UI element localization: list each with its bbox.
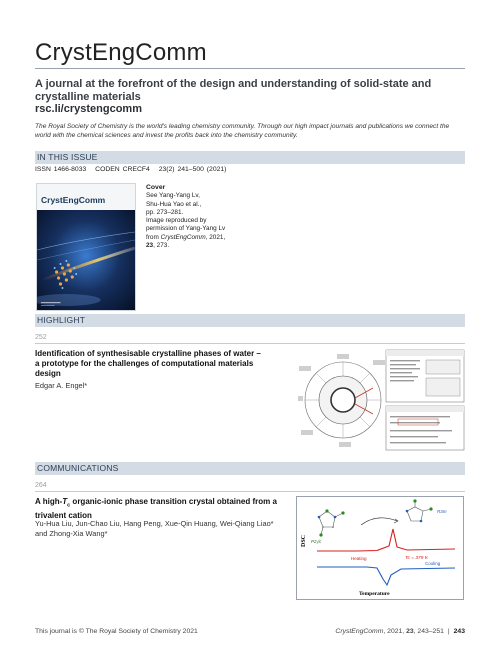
dsc-xlabel: Temperature (359, 591, 390, 597)
cover-caption (146, 184, 271, 250)
highlight-page-number: 252 (35, 334, 47, 341)
section-bar-in-this-issue (35, 151, 465, 164)
journal-url[interactable]: rsc.li/crystengcomm (35, 103, 142, 115)
dsc-tc-label: Tc = 379 K (405, 556, 428, 561)
dsc-ylabel: DSC (301, 534, 307, 547)
journal-title: CrystEngComm (35, 39, 207, 66)
journal-tagline: A journal at the forefront of the design and understanding of solid-state and crystalline materials (35, 78, 432, 103)
communication-rule (35, 491, 465, 492)
cover-authors: Shu-Hua Yao et al., (146, 200, 202, 208)
footer-citation: CrystEngComm, 2021, 23, 243–251 | 243 (335, 628, 465, 635)
cover-credit-1: Image reproduced by (146, 217, 207, 225)
volume-info: 23(2) 241–500 (2021) (158, 166, 227, 173)
section-label: HIGHLIGHT (37, 315, 86, 325)
header-rule (35, 68, 465, 69)
cover-journal-name: CrystEngComm (41, 195, 106, 205)
cover-credit-4: 23, 273. (146, 242, 170, 250)
section-label: IN THIS ISSUE (37, 152, 98, 162)
svg-text:R3m: R3m (437, 509, 447, 514)
cover-image[interactable] (36, 183, 136, 311)
coden: CODEN CRECF4 (95, 166, 150, 173)
footer-copyright: This journal is © The Royal Society of Chemistry 2021 (35, 628, 198, 635)
cover-pages: pp. 273–281. (146, 208, 184, 216)
communication-title[interactable]: A high-$T_c$ organic-ionic phase transition crystal obtained from a trivalent cation (35, 497, 277, 520)
communication-graphic (296, 496, 464, 600)
cover-see: See Yang-Yang Lv, (146, 192, 200, 200)
communication-authors: Yu-Hua Liu, Jun-Chao Liu, Hang Peng, Xue-Qin Huang, Wei-Qiang Liao* and Zhong-Xia Wang* (35, 519, 274, 538)
dsc-cooling-curve (317, 567, 455, 585)
molecule-drawing-2 (361, 499, 447, 525)
section-label: COMMUNICATIONS (37, 463, 119, 473)
svg-text:P2₁/c: P2₁/c (311, 539, 322, 544)
issn-row (35, 166, 232, 173)
issn: ISSN 1466-8033 (35, 166, 87, 173)
cover-heading: Cover (146, 184, 166, 191)
molecule-drawing (311, 509, 345, 544)
cover-header (37, 184, 135, 210)
cover-credit-3: from CrystEngComm, 2021, (146, 233, 226, 241)
dsc-heating-label: Heating (351, 556, 367, 561)
highlight-title[interactable]: Identification of synthesisable crystalline phases of water – a prototype for the challenges of computational materials design (35, 349, 261, 378)
highlight-rule (35, 343, 465, 344)
cover-credit-2: permission of Yang-Yang Lv (146, 225, 226, 233)
communication-page-number: 264 (35, 482, 47, 489)
highlight-authors: Edgar A. Engel* (35, 381, 88, 390)
section-bar-communications (35, 462, 465, 475)
cover-artwork (37, 210, 135, 311)
footer-page-number: 243 (453, 628, 465, 635)
section-bar-highlight (35, 314, 465, 327)
dsc-cooling-label: Cooling (425, 561, 441, 566)
highlight-graphic (298, 348, 465, 452)
rsc-statement: The Royal Society of Chemistry is the world's leading chemistry community. Through our high impact journals and publications we connect the world with the chemical sciences and invest the profits back into the chemistry community. (35, 123, 450, 139)
dsc-heating-curve (317, 529, 455, 551)
